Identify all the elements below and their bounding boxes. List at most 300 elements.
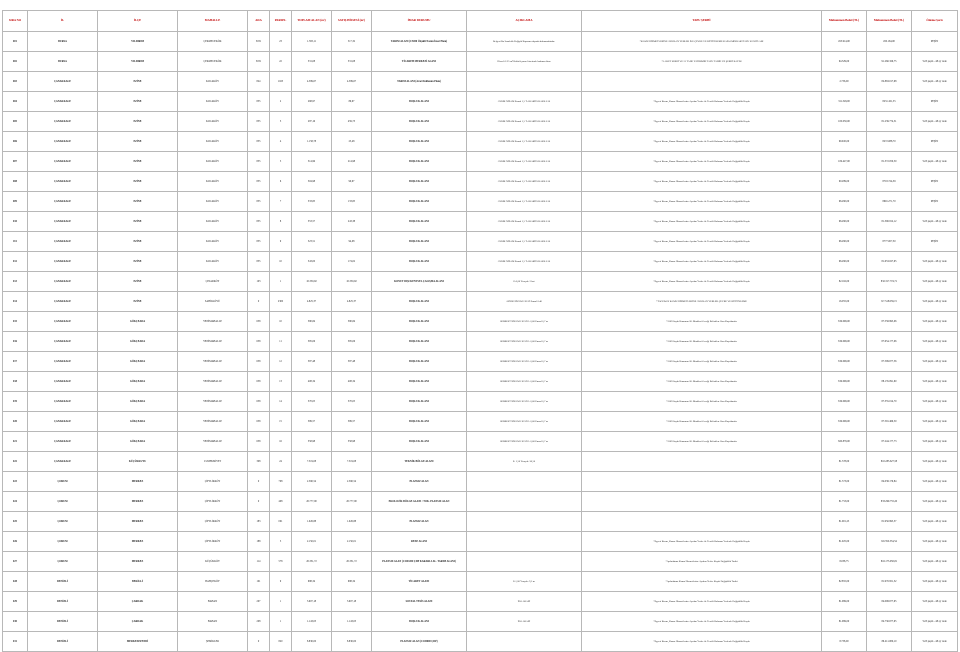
cell-alan: 287,16 xyxy=(292,112,332,132)
cell-alan: 7.519,08 xyxy=(292,452,332,472)
cell-ilce: EZİNE xyxy=(98,132,178,152)
cell-il: ÇANAKKALE xyxy=(28,412,98,432)
cell-ilce: YILDIRIM xyxy=(98,52,178,72)
cell-mb: 81.753,00 xyxy=(822,492,867,512)
cell-no: 010 xyxy=(3,212,28,232)
cell-ada: 835 xyxy=(248,212,270,232)
cell-hisse: 133,85 xyxy=(332,192,372,212)
cell-no: 015 xyxy=(3,312,28,332)
cell-aciklama: SERBEST NİZAM 2 KAT E: 0,60 Emsal 0,7 m xyxy=(467,332,582,352)
cell-no: 026 xyxy=(3,532,28,552)
cell-ada: 3031 xyxy=(248,32,270,52)
table-row xyxy=(3,232,958,252)
cell-alan: 20.331,72 xyxy=(292,552,332,572)
table-row xyxy=(3,112,958,132)
cell-alan: 20.777,00 xyxy=(292,492,332,512)
cell-ilce: MERKEZ xyxy=(98,492,178,512)
cell-mb: 96.290,00 xyxy=(822,252,867,272)
cell-hisse: 331,08 xyxy=(332,52,372,72)
cell-mb: 81.999,00 xyxy=(822,612,867,632)
cell-no: 029 xyxy=(3,592,28,612)
column-header: SATIŞ HİSSESİ (m²) xyxy=(332,11,372,32)
cell-parsel: 9 xyxy=(270,232,292,252)
cell-mahalle: YENİMAHALLE xyxy=(178,412,248,432)
cell-alan: 1.158,78 xyxy=(292,132,332,152)
cell-hisse: 1.143,03 xyxy=(332,612,372,632)
cell-odeme: %25 peşin - 48 ay vade xyxy=(912,292,958,312)
cell-odeme: %25 peşin - 48 ay vade xyxy=(912,212,958,232)
cell-no: 016 xyxy=(3,332,28,352)
cell-il: ÇORUM xyxy=(28,552,98,572)
cell-ilce: ÇARDAK xyxy=(98,592,178,612)
cell-ilce: EZİNE xyxy=(98,212,178,232)
cell-mahalle: YENİMAHALLE xyxy=(178,392,248,412)
cell-imar: KONUT DIŞI KENTSEL ÇALIŞMA ALANI xyxy=(372,272,467,292)
cell-odeme: %25 peşin - 48 ay vade xyxy=(912,612,958,632)
cell-ilce: KÜÇÜKKUYU xyxy=(98,452,178,472)
cell-il: ÇANAKKALE xyxy=(28,232,98,252)
cell-aciklama: AYRIK NİZAM Emsal 1,5 T.ABAKÜS KAKS 0.30 xyxy=(467,212,582,232)
column-header: Muhammen Bedel (TL) xyxy=(867,11,912,32)
cell-mb: 96.290,00 xyxy=(822,192,867,212)
column-header: İLÇE xyxy=(98,11,178,32)
cell-odeme: %25 peşin - 48 ay vade xyxy=(912,372,958,392)
column-header: PARSEL xyxy=(270,11,292,32)
cell-odeme: PEŞİN xyxy=(912,92,958,112)
cell-ada: 638 xyxy=(248,312,270,332)
cell-odeme: %25 peşin - 48 ay vade xyxy=(912,632,958,652)
cell-ada: 835 xyxy=(248,92,270,112)
cell-imar: TİCAREH MERKEZİ ALANI xyxy=(372,52,467,72)
cell-imar: BOŞLUK ALANI xyxy=(372,232,467,252)
cell-mb2: 87.558.995,06 xyxy=(867,312,912,332)
cell-no: 019 xyxy=(3,392,28,412)
cell-mahalle: YENİMAHALLE xyxy=(178,352,248,372)
cell-odeme: %25 peşin - 48 ay vade xyxy=(912,112,958,132)
cell-mb: 8.758,00 xyxy=(822,632,867,652)
cell-odeme: %25 peşin - 48 ay vade xyxy=(912,272,958,292)
cell-il: ÇANAKKALE xyxy=(28,72,98,92)
cell-parsel: 5 xyxy=(270,532,292,552)
table-row xyxy=(3,92,958,112)
cell-aciklama: İNA ARAZİ xyxy=(467,612,582,632)
cell-no: 018 xyxy=(3,372,28,392)
cell-alan: 268,97 xyxy=(292,92,332,112)
cell-serh xyxy=(582,452,822,472)
cell-odeme: %25 peşin - 48 ay vade xyxy=(912,252,958,272)
cell-ilce: MERKEZ xyxy=(98,512,178,532)
cell-imar: BOŞLUK ALANI xyxy=(372,132,467,152)
cell-mb: 819.099,00 xyxy=(822,332,867,352)
cell-ada: 0 xyxy=(248,292,270,312)
cell-mb: 81.578,00 xyxy=(822,452,867,472)
cell-parsel: 820 xyxy=(270,632,292,652)
column-header: Muhammen Bedel (TL) xyxy=(822,11,867,32)
cell-mb2: 86.211.080,10 xyxy=(867,632,912,652)
cell-odeme: PEŞİN xyxy=(912,232,958,252)
cell-hisse: 20.331,72 xyxy=(332,552,372,572)
cell-alan: 2.590,54 xyxy=(292,472,332,492)
cell-hisse: 2.150,01 xyxy=(332,532,372,552)
cell-imar: BOŞLUK ALANI xyxy=(372,352,467,372)
cell-no: 024 xyxy=(3,492,28,512)
cell-mb2: 8.9.350.334,54 xyxy=(867,532,912,552)
cell-imar: EKOLOJİK BÖLGE ALANI / TOK. PLANSIZ ALAN xyxy=(372,492,467,512)
cell-mb2: 81.372.050,50 xyxy=(867,152,912,172)
cell-no: 021 xyxy=(3,432,28,452)
column-header: AÇIKLAMA xyxy=(467,11,582,32)
cell-parsel: 2 xyxy=(270,92,292,112)
cell-mb2: 8777.007,30 xyxy=(867,232,912,252)
cell-hisse: 10.350,92 xyxy=(332,272,372,292)
cell-alan: 343,00 xyxy=(292,252,332,272)
cell-no: 012 xyxy=(3,252,28,272)
cell-parsel: 14 xyxy=(270,392,292,412)
cell-hisse: 214,98 xyxy=(332,152,372,172)
cell-no: 006 xyxy=(3,132,28,152)
cell-aciklama: İNA ARAZİ xyxy=(467,592,582,612)
cell-no: 025 xyxy=(3,512,28,532)
cell-mb: 81.925,00 xyxy=(822,532,867,552)
cell-aciklama xyxy=(467,632,582,652)
cell-ada: 188 xyxy=(248,532,270,552)
table-row xyxy=(3,352,958,372)
table-header-row xyxy=(3,11,958,32)
cell-hisse: 174,02 xyxy=(332,252,372,272)
cell-il: ÇANAKKALE xyxy=(28,372,98,392)
cell-odeme: %25 peşin - 48 ay vade xyxy=(912,432,958,452)
cell-serh: *Eşyesi Kısım, Kamu Hizmetlerine Ayrılan Yerler ile Tescili Bulunan Yerlerde Değişiklik Kaydı xyxy=(582,532,822,552)
cell-il: ÇANAKKALE xyxy=(28,392,98,412)
cell-mahalle: KOCAKÖY xyxy=(178,172,248,192)
cell-imar: PLANSIZ ALAN xyxy=(372,512,467,532)
cell-aciklama xyxy=(467,472,582,492)
cell-aciklama: AYRIK NİZAM Emsal 1,5 T.ABAKÜS KAKS 0.30 xyxy=(467,172,582,192)
cell-aciklama: E:1,00 Yençok: 9,5 m xyxy=(467,572,582,592)
cell-il: ÇANAKKALE xyxy=(28,212,98,232)
cell-mahalle: ÇİFTLİKKÖY xyxy=(178,532,248,552)
cell-mb2: 87.591.469,50 xyxy=(867,412,912,432)
cell-mb2: 833.299.755,20 xyxy=(867,492,912,512)
cell-odeme: %25 peşin - 48 ay vade xyxy=(912,352,958,372)
cell-ilce: EZİNE xyxy=(98,252,178,272)
table-row xyxy=(3,52,958,72)
cell-parsel: 11 xyxy=(270,332,292,352)
cell-aciklama: AYRIK NİZAM Emsal 1,5 T.ABAKÜS KAKS 0.30 xyxy=(467,152,582,172)
cell-parsel: 9 xyxy=(270,572,292,592)
table-row xyxy=(3,632,958,652)
cell-imar: BOŞLUK ALANI xyxy=(372,612,467,632)
cell-ada: 835 xyxy=(248,112,270,132)
cell-mb2: 8272.088,70 xyxy=(867,132,912,152)
cell-ada: 824 xyxy=(248,72,270,92)
cell-imar: BOŞLUK ALANI xyxy=(372,332,467,352)
cell-parsel: 24 xyxy=(270,452,292,472)
cell-alan: 387,48 xyxy=(292,352,332,372)
cell-aciklama: SERBEST NİZAM 2 KAT E: 0,60 Emsal 0,7 m xyxy=(467,372,582,392)
cell-odeme: %25 peşin - 48 ay vade xyxy=(912,492,958,512)
cell-hisse: 94,08 xyxy=(332,232,372,252)
cell-serh: *Eşyesi Kısım, Kamu Hizmetlerine Ayrılan Yerler ile Tescili Bulunan Yerlerde Değişiklik Kaydı xyxy=(582,212,822,232)
cell-mb2: 81.653.027,95 xyxy=(867,252,912,272)
cell-mahalle: BAHAN xyxy=(178,612,248,632)
cell-parsel: 1 xyxy=(270,272,292,292)
cell-odeme: PEŞİN xyxy=(912,132,958,152)
cell-mb2: 810.283.627,58 xyxy=(867,452,912,472)
cell-ilce: ÇARDAK xyxy=(98,612,178,632)
cell-alan: 1.583,11 xyxy=(292,32,332,52)
cell-imar: BOŞLUK ALANI xyxy=(372,92,467,112)
cell-odeme: %25 peşin - 48 ay vade xyxy=(912,72,958,92)
cell-parsel: 1 xyxy=(270,612,292,632)
cell-mahalle: ÇİFTLİKKÖY xyxy=(178,492,248,512)
cell-hisse: 3.907,18 xyxy=(332,592,372,612)
cell-mb: 16.055,00 xyxy=(822,292,867,312)
table-row xyxy=(3,72,958,92)
cell-parsel: 4 xyxy=(270,132,292,152)
cell-no: 009 xyxy=(3,192,28,212)
cell-il: ÇANAKKALE xyxy=(28,312,98,332)
cell-ada: 638 xyxy=(248,372,270,392)
cell-parsel: 001 xyxy=(270,512,292,532)
cell-hisse: 459,73 xyxy=(332,112,372,132)
cell-serh: *Eşyesi Kısım, Kamu Hizmetlerine Ayrılan Yerler ile Tescili Bulunan Yerlerde Değişiklik Kaydı xyxy=(582,152,822,172)
cell-hisse: 8.830,00 xyxy=(332,632,372,652)
cell-ilce: MERKEZ xyxy=(98,552,178,572)
cell-imar: PLANSIZ ALAN (1/100.000 ÇDP KARARLI AL. TARIM ALANI) xyxy=(372,552,467,572)
cell-ilce: EZİNE xyxy=(98,272,178,292)
cell-odeme: %25 peşin - 48 ay vade xyxy=(912,512,958,532)
cell-ada: 638 xyxy=(248,352,270,372)
cell-serh: *Eşyesi Kısım, Kamu Hizmetlerine Ayrılan Yerler ile Tescili Bulunan Yerlerde Değişiklik Kaydı xyxy=(582,172,822,192)
cell-mb: 819.099,00 xyxy=(822,412,867,432)
cell-serh: *Eşyesi Kısım, Kamu Hizmetlerine Ayrılan Yerler ile Tescili Bulunan Yerlerde Değişiklik Kaydı xyxy=(582,112,822,132)
cell-imar: BOŞLUK ALANI xyxy=(372,392,467,412)
cell-mb: 81.573,00 xyxy=(822,472,867,492)
cell-aciklama: SERBEST NİZAM 2 KAT E: 0,60 Emsal 0,7 m xyxy=(467,352,582,372)
cell-alan: 358,98 xyxy=(292,432,332,452)
cell-aciklama: AYRIK NİZAM Emsal 1,5 T.ABAKÜS KAKS 0.30 xyxy=(467,132,582,152)
cell-ilce: EZİNE xyxy=(98,292,178,312)
cell-aciklama: E:0,60 Yençok: 2 kat xyxy=(467,272,582,292)
cell-mb: 819.099,00 xyxy=(822,352,867,372)
cell-alan: 333,85 xyxy=(292,192,332,212)
cell-imar: BOŞLUK ALANI xyxy=(372,112,467,132)
cell-mahalle: ÇEKMECEKÖK xyxy=(178,52,248,72)
table-row xyxy=(3,592,958,612)
table-row xyxy=(3,212,958,232)
cell-mb: 2.756,00 xyxy=(822,72,867,92)
cell-serh: *Eşyesi Kısım, Kamu Hizmetlerine Ayrılan Yerler ile Tescili Bulunan Yerlerde Değişiklik Kaydı xyxy=(582,592,822,612)
table-row xyxy=(3,372,958,392)
cell-no: 004 xyxy=(3,92,28,112)
cell-il: ÇANAKKALE xyxy=(28,172,98,192)
cell-aciklama: Hisseli 1/25 m² Kaliteli parsel üzerinde bulunan bina xyxy=(467,52,582,72)
cell-hisse: 370,05 xyxy=(332,392,372,412)
cell-mahalle: YENİMAHALLE xyxy=(178,312,248,332)
cell-mb: 819.099,00 xyxy=(822,392,867,412)
cell-ilce: EZİNE xyxy=(98,232,178,252)
cell-hisse: 243,38 xyxy=(332,212,372,232)
cell-odeme: %25 peşin - 48 ay vade xyxy=(912,472,958,492)
cell-serh: *Eşyesi Kısım, Kamu Hizmetlerine Ayrılan Yerler ile Tescili Bulunan Yerlerde Değişiklik Kaydı xyxy=(582,612,822,632)
column-header: TOPLAM ALAN (m²) xyxy=(292,11,332,32)
cell-hisse: 517,32 xyxy=(332,32,372,52)
cell-mb: 96.290,00 xyxy=(822,212,867,232)
table-row xyxy=(3,172,958,192)
cell-mb2: 87.599.677,56 xyxy=(867,352,912,372)
table-row xyxy=(3,152,958,172)
cell-mahalle: ÇINARKÖY xyxy=(178,272,248,292)
cell-odeme: PEŞİN xyxy=(912,192,958,212)
cell-imar: PLANSIZ ALAN xyxy=(372,472,467,492)
cell-il: ÇANAKKALE xyxy=(28,252,98,272)
cell-mb: 94.329,00 xyxy=(822,52,867,72)
cell-mahalle: KOCAKÖY xyxy=(178,232,248,252)
table-row xyxy=(3,612,958,632)
cell-no: 003 xyxy=(3,72,28,92)
column-header: MAHALLE xyxy=(178,11,248,32)
cell-mb: 311.329,00 xyxy=(822,92,867,112)
cell-ilce: EZİNE xyxy=(98,152,178,172)
cell-serh: *Eşyesi Kısım, Kamu Hizmetlerine Ayrılan Yerler ile Tescili Bulunan Yerlerde Değişiklik Kaydı xyxy=(582,132,822,152)
cell-ada: 183 xyxy=(248,512,270,532)
cell-parsel: 3 xyxy=(270,112,292,132)
column-header: TAPU ŞERHİ xyxy=(582,11,822,32)
cell-imar: BOŞLUK ALANI xyxy=(372,172,467,192)
cell-ada: 638 xyxy=(248,332,270,352)
table-row xyxy=(3,332,958,352)
cell-aciklama xyxy=(467,532,582,552)
cell-odeme: %25 peşin - 48 ay vade xyxy=(912,452,958,472)
cell-serh: *Eşyesi Kısım, Kamu Hizmetlerine Ayrılan Yerler ile Tescili Bulunan Yerlerde Değişiklik Kaydı xyxy=(582,632,822,652)
cell-alan: 331,08 xyxy=(292,52,332,72)
cell-imar: BOŞLUK ALANI xyxy=(372,312,467,332)
cell-parsel: 12 xyxy=(270,352,292,372)
cell-alan: 370,05 xyxy=(292,392,332,412)
cell-hisse: 89,97 xyxy=(332,92,372,112)
cell-il: ÇORUM xyxy=(28,492,98,512)
cell-mb: 82.162,00 xyxy=(822,272,867,292)
cell-ilce: GÖKÇEADA xyxy=(98,392,178,412)
cell-ilce: MERKEZ xyxy=(98,532,178,552)
cell-hisse: 2.590,54 xyxy=(332,472,372,492)
cell-odeme: %25 peşin - 48 ay vade xyxy=(912,592,958,612)
cell-hisse: 7.519,08 xyxy=(332,452,372,472)
cell-mb2: 81.950.995,37 xyxy=(867,512,912,532)
cell-imar: PLANSIZ ALAN (1/100000 ÇDP) xyxy=(372,632,467,652)
cell-ilce: EZİNE xyxy=(98,172,178,192)
cell-ada: 308 xyxy=(248,452,270,472)
table-row xyxy=(3,452,958,472)
cell-mb: 453.914,00 xyxy=(822,32,867,52)
cell-aciklama xyxy=(467,492,582,512)
cell-parsel: 2300 xyxy=(270,292,292,312)
cell-serh: *5 ADET SERHİ VE 21 TANE YATIRIMIN TAPU TARİH VE ŞERHİ KAYDI xyxy=(582,52,822,72)
cell-ilce: EZİNE xyxy=(98,192,178,212)
cell-aciklama xyxy=(467,512,582,532)
cell-alan: 2.150,01 xyxy=(292,532,332,552)
table-row xyxy=(3,132,958,152)
cell-odeme: %25 peşin - 48 ay vade xyxy=(912,532,958,552)
cell-mahalle: KOCAKÖY xyxy=(178,252,248,272)
cell-mahalle: SAHİLKÖYÜ xyxy=(178,292,248,312)
cell-mb2: 81.970.951,32 xyxy=(867,572,912,592)
cell-serh: *Eşyesi Kısım, Kamu Hizmetlerine Ayrılan Yerler ile Tescili Bulunan Yerlerde Değişiklik Kaydı xyxy=(582,192,822,212)
cell-imar: BOŞLUK ALANI xyxy=(372,252,467,272)
cell-parsel: 22 xyxy=(270,52,292,72)
cell-hisse: 387,48 xyxy=(332,352,372,372)
cell-hisse: 389,57 xyxy=(332,412,372,432)
cell-ada: 0 xyxy=(248,472,270,492)
cell-ilce: GÖKÇEADA xyxy=(98,332,178,352)
cell-il: DENİZLİ xyxy=(28,572,98,592)
property-table xyxy=(2,10,958,652)
cell-hisse: 385,06 xyxy=(332,332,372,352)
cell-mb: 819.099,00 xyxy=(822,312,867,332)
cell-mahalle: ÇEKMECEKÖK xyxy=(178,32,248,52)
cell-ada: 835 xyxy=(248,192,270,212)
cell-parsel: 8 xyxy=(270,212,292,232)
cell-mb2: 84.098.677,95 xyxy=(867,592,912,612)
cell-mahalle: KÜÇÜKKÖY xyxy=(178,552,248,572)
cell-ada: 835 xyxy=(248,132,270,152)
cell-mb2: 82.863.017,98 xyxy=(867,72,912,92)
cell-aciklama: SERBEST NİZAM 2 KAT E: 0,60 Emsal 0,7 m xyxy=(467,392,582,412)
cell-aciklama: AYRIK NİZAM Emsal 1,5 T.ABAKÜS KAKS 0.30 xyxy=(467,232,582,252)
cell-ilce: GÖKÇEADA xyxy=(98,412,178,432)
cell-il: DENİZLİ xyxy=(28,592,98,612)
cell-il: ÇANAKKALE xyxy=(28,112,98,132)
cell-mahalle: CUMHURİYET xyxy=(178,452,248,472)
cell-serh xyxy=(582,72,822,92)
cell-parsel: 23 xyxy=(270,32,292,52)
cell-no: 005 xyxy=(3,112,28,132)
cell-imar: TİCARET ALANI xyxy=(372,572,467,592)
cell-aciklama: AYRIK NİZAM Emsal 1,5 T.ABAKÜS KAKS 0.30 xyxy=(467,192,582,212)
table-row xyxy=(3,552,958,572)
cell-ada: 208 xyxy=(248,612,270,632)
cell-ada: 835 xyxy=(248,152,270,172)
cell-il: DENİZLİ xyxy=(28,632,98,652)
cell-hisse: 408,34 xyxy=(332,372,372,392)
cell-ada: 0 xyxy=(248,492,270,512)
cell-mb2: 450.164,00 xyxy=(867,32,912,52)
cell-mahalle: BAHAN xyxy=(178,592,248,612)
table-row xyxy=(3,512,958,532)
cell-mahalle: KOCAKÖY xyxy=(178,72,248,92)
cell-no: 030 xyxy=(3,612,28,632)
cell-no: 011 xyxy=(3,232,28,252)
cell-mb2: 8.7.518.659,15 xyxy=(867,292,912,312)
table-row xyxy=(3,392,958,412)
cell-serh: *Eşyesi Kısım, Kamu Hizmetlerine Ayrılan Yerler ile Tescili Bulunan Yerlerde Değişiklik Kaydı xyxy=(582,272,822,292)
cell-mahalle: KOCAKÖY xyxy=(178,112,248,132)
cell-aciklama: SERBEST NİZAM 2 KAT E: 0,60 Emsal 0,7 m xyxy=(467,312,582,332)
table-body xyxy=(3,32,958,652)
cell-ilce: YILDIRIM xyxy=(98,32,178,52)
cell-imar: BOŞLUK ALANI xyxy=(372,152,467,172)
cell-alan: 3.907,18 xyxy=(292,592,332,612)
cell-mb2: 87.654.177,06 xyxy=(867,332,912,352)
cell-imar: BOŞLUK ALANI xyxy=(372,212,467,232)
cell-mb: 82.855,00 xyxy=(822,572,867,592)
cell-mb: 96.290,00 xyxy=(822,232,867,252)
cell-hisse: 4.825,37 xyxy=(332,292,372,312)
cell-odeme: %25 peşin - 48 ay vade xyxy=(912,312,958,332)
column-header: İMAR DURUMU xyxy=(372,11,467,32)
cell-il: ÇANAKKALE xyxy=(28,132,98,152)
